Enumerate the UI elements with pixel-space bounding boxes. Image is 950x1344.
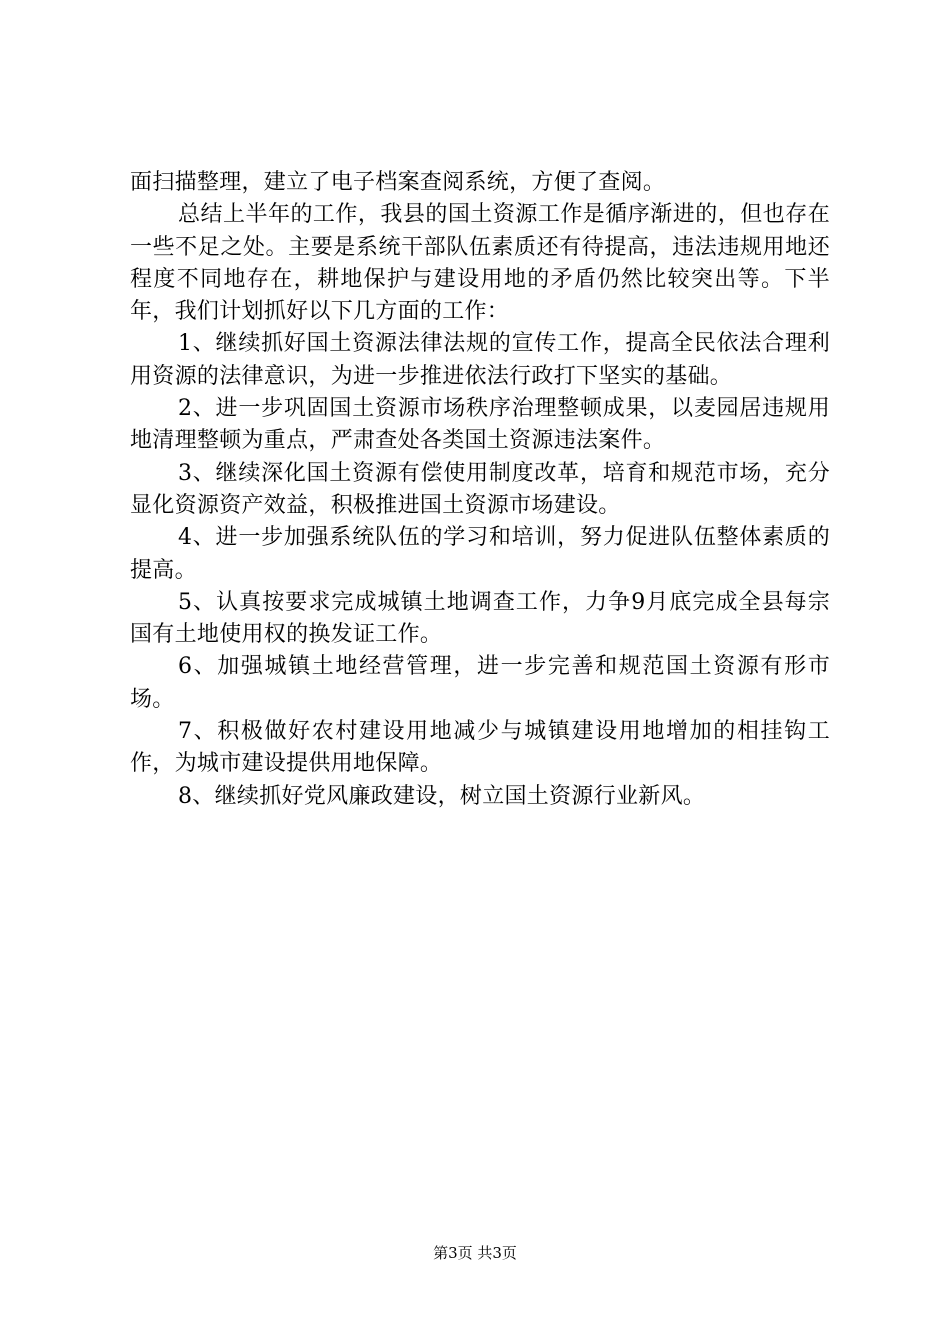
list-item-5: 5、认真按要求完成城镇土地调查工作，力争9月底完成全县每宗国有土地使用权的换发证工作。 (130, 589, 830, 648)
list-item-2: 2、进一步巩固国土资源市场秩序治理整顿成果，以麦园居违规用地清理整顿为重点，严肃查处各类国土资源违法案件。 (130, 396, 830, 454)
list-item-6: 6、加强城镇土地经营管理，进一步完善和规范国土资源有形市场。 (130, 654, 830, 712)
page-number-footer: 第3页 共3页 (433, 1244, 517, 1262)
list-item-3: 3、继续深化国土资源有偿使用制度改革，培育和规范市场，充分显化资源资产效益，积极推进国土资源市场建设。 (130, 460, 830, 518)
list-item-4: 4、进一步加强系统队伍的学习和培训，努力促进队伍整体素质的提高。 (130, 525, 830, 583)
paragraph-summary: 总结上半年的工作，我县的国土资源工作是循序渐进的，但也存在一些不足之处。主要是系统干部队伍素质还有待提高，违法违规用地还程度不同地存在，耕地保护与建设用地的矛盾仍然比较突出等。下半年，我们计划抓好以下几方面的工作： (130, 202, 830, 325)
list-item-1: 1、继续抓好国土资源法律法规的宣传工作，提高全民依法合理利用资源的法律意识，为进一步推进依法行政打下坚实的基础。 (130, 331, 830, 389)
list-item-8: 8、继续抓好党风廉政建设，树立国土资源行业新风。 (178, 783, 706, 809)
paragraph-continuation: 面扫描整理，建立了电子档案查阅系统，方便了查阅。 (130, 170, 666, 195)
document-body (130, 167, 830, 813)
list-item-7: 7、积极做好农村建设用地减少与城镇建设用地增加的相挂钩工作，为城市建设提供用地保障。 (130, 719, 830, 777)
